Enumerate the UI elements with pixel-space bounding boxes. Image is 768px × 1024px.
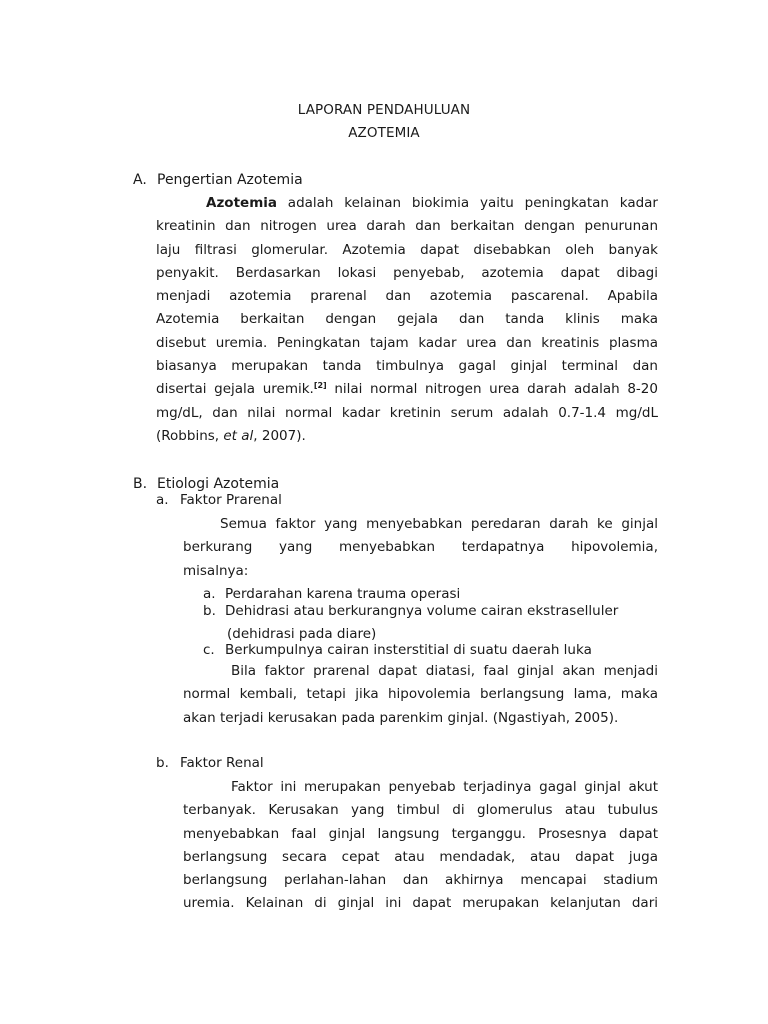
section-a-line-5: menjadi azotemia prarenal dan azotemia pascarenal. Apabila [156, 288, 658, 305]
sub-a-outro: Bila faktor prarenal dapat diatasi, faal ginjal akan menjadi normal kembali, tetapi jika hipovolemia berlangsung lama, maka akan terjadi kerusakan pada parenkim ginjal. (Ngastiyah, 2005). [183, 663, 658, 726]
list-item-continuation: (dehidrasi pada diare) [227, 626, 377, 642]
section-a-line-11: (Robbins, et al, 2007). [156, 427, 306, 444]
section-a-paragraph [156, 192, 658, 448]
section-a-line-9: disertai gejala uremik.[2] nilai normal nitrogen urea darah adalah 8-20 [156, 381, 658, 398]
report-subtitle: AZOTEMIA [348, 125, 420, 141]
term-azotemia: Azotemia [206, 195, 277, 211]
section-a-line-7: disebut uremia. Peningkatan tajam kadar urea dan kreatinis plasma [156, 334, 658, 351]
citation-marker: [2] [313, 381, 327, 391]
section-a-line-3: laju filtrasi glomerular. Azotemia dapat disebabkan oleh banyak [156, 241, 658, 258]
section-a-line-2: kreatinin dan nitrogen urea darah dan berkaitan dengan penurunan [156, 218, 658, 235]
section-b-title: Etiologi Azotemia [157, 476, 280, 492]
section-a-line-8: biasanya merupakan tanda timbulnya gagal ginjal terminal dan [156, 358, 658, 375]
section-a-letter: A. [133, 172, 147, 188]
sub-a-intro: Semua faktor yang menyebabkan peredaran darah ke ginjal berkurang yang menyebabkan terdapatnya hipovolemia, misalnya: [183, 516, 658, 579]
section-a-line-6: Azotemia berkaitan dengan gejala dan tanda klinis maka [156, 311, 658, 328]
list-item: b. Dehidrasi atau berkurangnya volume cairan ekstraselluler [203, 603, 619, 619]
section-a-heading [133, 172, 303, 188]
section-b-letter: B. [133, 476, 148, 492]
list-item: c. Berkumpulnya cairan insterstitial di suatu daerah luka [203, 642, 592, 658]
section-a-title: Pengertian Azotemia [157, 172, 303, 188]
report-title: LAPORAN PENDAHULUAN [297, 102, 471, 118]
sub-b-paragraph: Faktor ini merupakan penyebab terjadinya gagal ginjal akut terbanyak. Kerusakan yang timbul di glomerulus atau tubulus menyebabkan faal ginjal langsung terganggu. Prosesnya dapat berlangsung secara cepat atau mendadak, atau dapat juga berlangsung perlahan-lahan dan akhirnya mencapai stadium uremia. Kelainan di ginjal ini dapat merupakan kelanjutan dari [183, 779, 658, 912]
section-b-heading [133, 476, 279, 492]
section-a-line-1: Azotemia adalah kelainan biokimia yaitu peningkatan kadar [206, 195, 658, 211]
sub-b-heading: b. Faktor Renal [156, 755, 264, 771]
sub-a-heading: a. Faktor Prarenal [156, 492, 282, 508]
list-item: a. Perdarahan karena trauma operasi [203, 586, 461, 602]
section-a-line-10: mg/dL, dan nilai normal kadar kretinin serum adalah 0.7-1.4 mg/dL [156, 404, 658, 421]
section-a-line-4: penyakit. Berdasarkan lokasi penyebab, azotemia dapat dibagi [156, 264, 658, 281]
